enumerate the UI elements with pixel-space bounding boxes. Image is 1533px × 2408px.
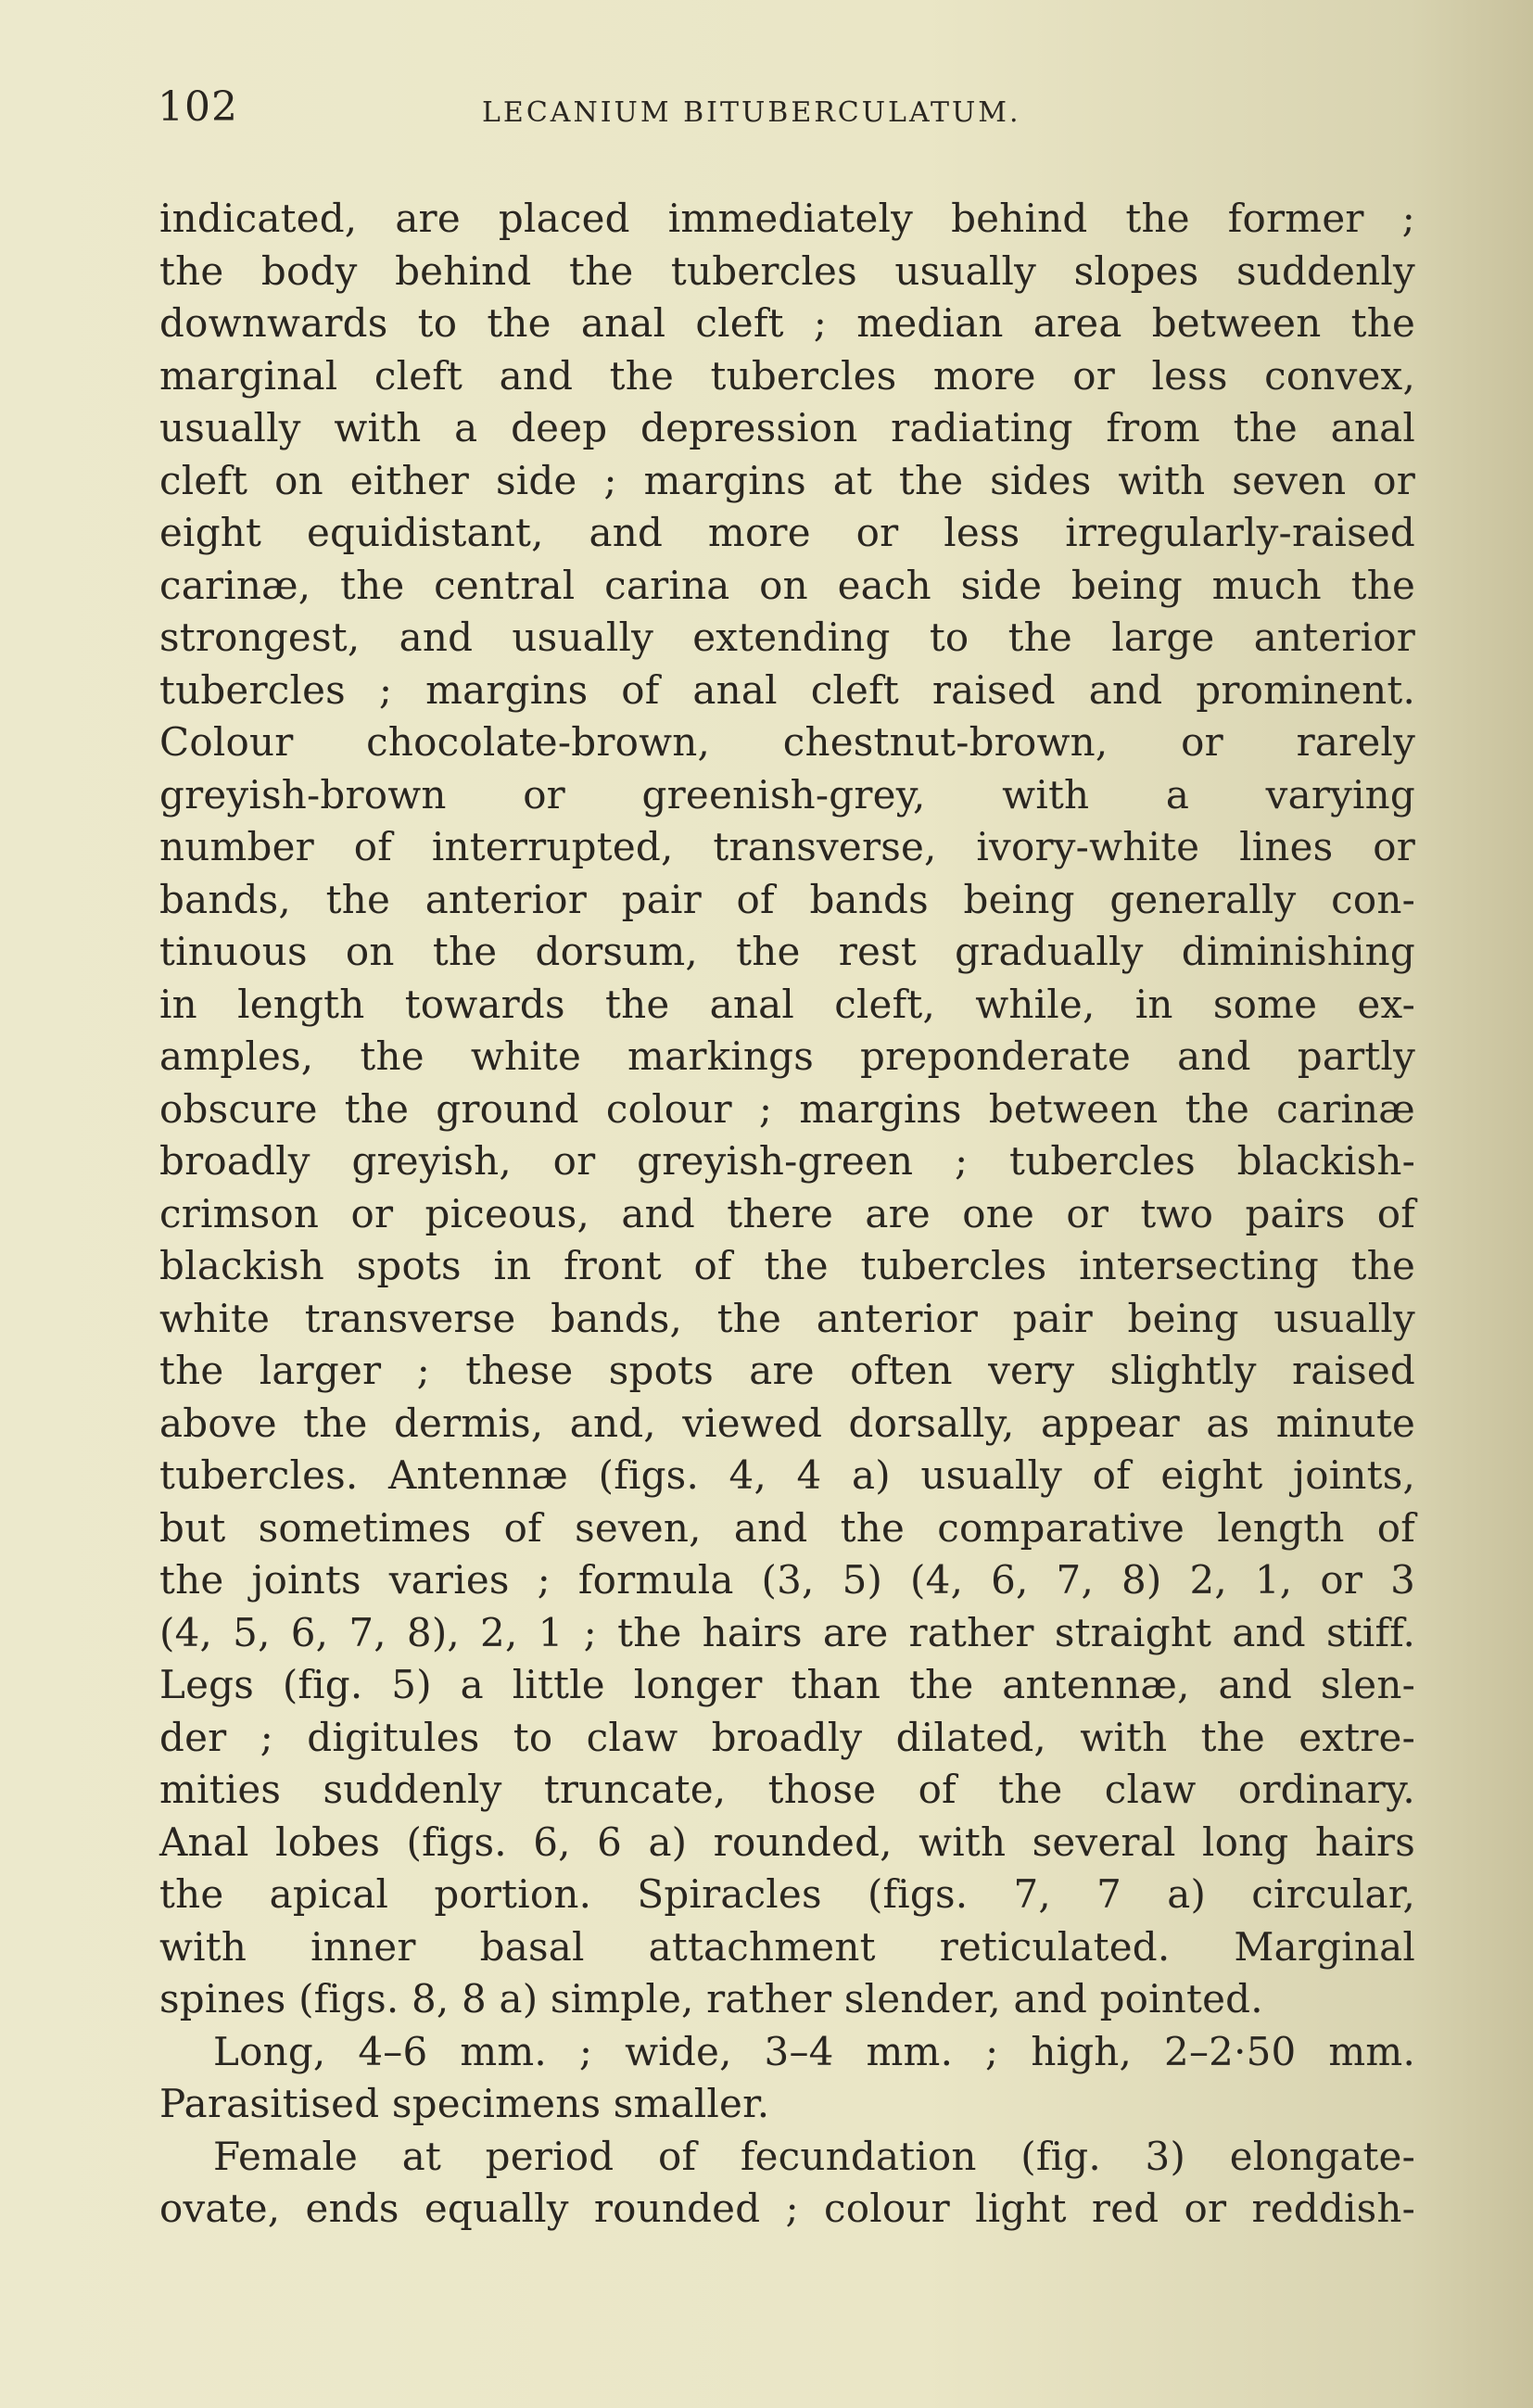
text-line: Colour chocolate-brown, chestnut-brown, or rarely (159, 719, 1415, 765)
text-line: number of interrupted, transverse, ivory-white lines or (159, 824, 1415, 869)
text-line: the larger ; these spots are often very slightly raised (159, 1348, 1415, 1393)
running-title: LECANIUM BITUBERCULATUM. (482, 96, 1021, 129)
text-line: (4, 5, 6, 7, 8), 2, 1 ; the hairs are rather straight and stiff. (159, 1609, 1415, 1655)
text-line: tubercles ; margins of anal cleft raised and prominent. (159, 666, 1415, 713)
text-line: marginal cleft and the tubercles more or less convex, (159, 352, 1415, 399)
text-line: but sometimes of seven, and the comparative length of (159, 1504, 1415, 1551)
text-line: downwards to the anal cleft ; median area between the (159, 300, 1415, 346)
measurements-line: Long, 4–6 mm. ; wide, 3–4 mm. ; high, 2–2·50 mm. (213, 2028, 1415, 2074)
text-line: with inner basal attachment reticulated. Marginal (159, 1923, 1415, 1970)
text-line: broadly greyish, or greyish-green ; tubercles blackish- (159, 1138, 1415, 1184)
text-line: Legs (fig. 5) a little longer than the antennæ, and slen- (159, 1662, 1415, 1707)
text-line: blackish spots in front of the tubercles intersecting the (159, 1243, 1415, 1288)
text-line: usually with a deep depression radiating from the anal (159, 405, 1415, 450)
page-number: 102 (158, 83, 238, 131)
text-line: white transverse bands, the anterior pair being usually (159, 1295, 1415, 1341)
text-line: mities suddenly truncate, those of the claw ordinary. (159, 1767, 1415, 1812)
text-line: spines (figs. 8, 8 a) simple, rather slender, and pointed. (159, 1976, 1263, 2021)
text-line: indicated, are placed immediately behind the former ; (159, 196, 1415, 241)
body-text (159, 193, 1415, 2236)
text-line: Parasitised specimens smaller. (159, 2081, 770, 2126)
paragraph-start-line: Female at period of fecundation (fig. 3) elongate- (213, 2133, 1415, 2179)
text-line: tinuous on the dorsum, the rest gradually diminishing (159, 929, 1415, 974)
text-line: cleft on either side ; margins at the sides with seven or (159, 457, 1415, 503)
text-line: carinæ, the central carina on each side being much the (159, 562, 1415, 608)
text-line: bands, the anterior pair of bands being generally con- (159, 876, 1415, 922)
text-line: obscure the ground colour ; margins between the carinæ (159, 1085, 1415, 1132)
text-line: tubercles. Antennæ (figs. 4, 4 a) usually of eight joints, (159, 1452, 1415, 1498)
text-line: the body behind the tubercles usually slopes suddenly (159, 247, 1415, 294)
text-line: the joints varies ; formula (3, 5) (4, 6, 7, 8) 2, 1, or 3 (159, 1557, 1415, 1603)
text-line: amples, the white markings preponderate and partly (159, 1033, 1415, 1079)
text-line: greyish-brown or greenish-grey, with a varying (159, 771, 1415, 817)
page-header (158, 83, 1418, 148)
text-line: Anal lobes (figs. 6, 6 a) rounded, with several long hairs (159, 1819, 1415, 1865)
text-line: strongest, and usually extending to the large anterior (159, 615, 1415, 660)
text-line: above the dermis, and, viewed dorsally, appear as minute (159, 1400, 1415, 1446)
text-line: crimson or piceous, and there are one or two pairs of (159, 1190, 1415, 1236)
text-line: in length towards the anal cleft, while, in some ex- (159, 981, 1415, 1027)
text-line: ovate, ends equally rounded ; colour light red or reddish- (159, 2186, 1415, 2231)
text-line: eight equidistant, and more or less irregularly-raised (159, 510, 1415, 555)
text-line: der ; digitules to claw broadly dilated, with the extre- (159, 1714, 1415, 1760)
text-line: the apical portion. Spiracles (figs. 7, 7 a) circular, (159, 1871, 1415, 1917)
